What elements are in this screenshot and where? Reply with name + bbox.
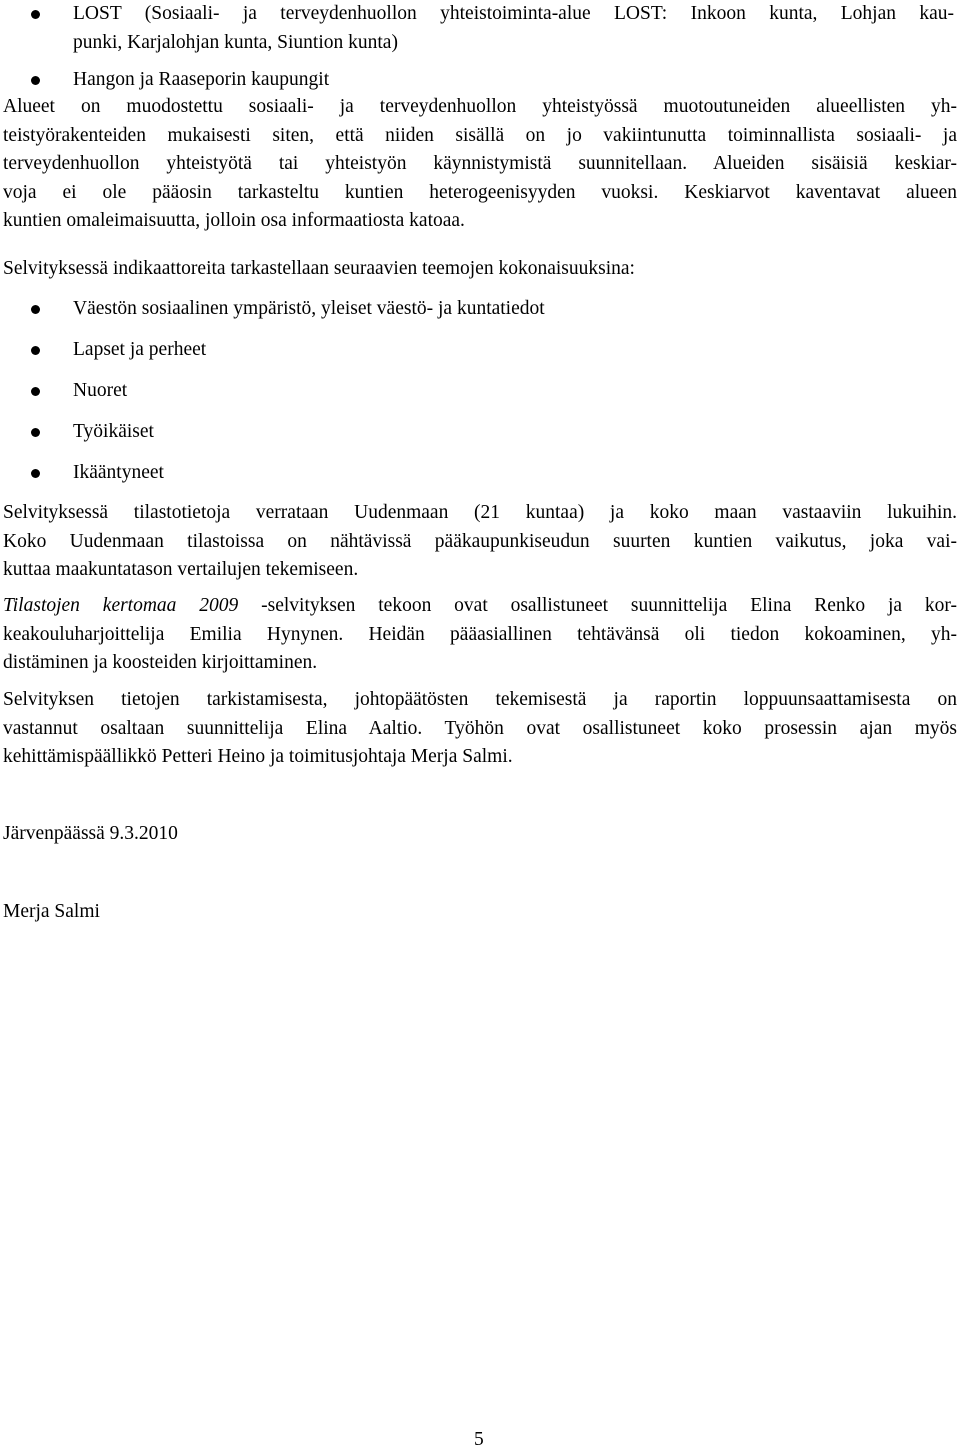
text-line bbox=[3, 592, 957, 621]
page-number: 5 bbox=[474, 1429, 484, 1450]
text-line: Selvityksessä tilastotietoja verrataan Uudenmaan (21 kuntaa) ja koko maan vastaaviin lukuihin. bbox=[3, 502, 957, 523]
bullet-icon bbox=[31, 10, 40, 19]
list-item-text: Väestön sosiaalinen ympäristö, yleiset väestö- ja kuntatiedot bbox=[73, 298, 545, 319]
text-line: vastannut osaltaan suunnittelija Elina Aaltio. Työhön ovat osallistuneet koko prosessin ajan myös bbox=[3, 717, 957, 739]
list-item bbox=[0, 295, 957, 323]
text-line: keakouluharjoittelija Emilia Hynynen. Heidän pääasiallinen tehtävänsä oli tiedon kokoaminen, yh- bbox=[3, 623, 957, 645]
text-fragment: -selvityksen tekoon ovat osallistuneet suunnittelija Elina Renko ja kor- bbox=[238, 595, 957, 616]
list-item-text: punki, Karjalohjan kunta, Siuntion kunta) bbox=[73, 31, 398, 53]
bullet-icon bbox=[31, 76, 40, 85]
list-item-text: Hangon ja Raaseporin kaupungit bbox=[73, 69, 330, 90]
place-date-text: Järvenpäässä 9.3.2010 bbox=[3, 823, 178, 844]
bullet-icon bbox=[31, 346, 40, 355]
text-line: kehittämispäällikkö Petteri Heino ja toimitusjohtaja Merja Salmi. bbox=[3, 746, 513, 767]
paragraph-responsibility bbox=[3, 686, 957, 772]
text-line: kuttaa maakuntatason vertailujen tekemiseen. bbox=[3, 559, 359, 580]
text-line: distäminen ja koosteiden kirjoittaminen. bbox=[3, 652, 318, 673]
list-item bbox=[0, 66, 957, 94]
list-item-text: Nuoret bbox=[73, 380, 128, 401]
place-date bbox=[3, 820, 957, 849]
text-line: Koko Uudenmaan tilastoissa on nähtävissä pääkaupunkiseudun suurten kuntien vaikutus, joka vai- bbox=[3, 530, 957, 552]
list-item-text: Työikäiset bbox=[73, 421, 154, 442]
paragraph-themes-intro bbox=[3, 255, 957, 284]
signer-name bbox=[3, 898, 957, 927]
text-line: kuntien omaleimaisuutta, jolloin osa informaatiosta katoaa. bbox=[3, 210, 465, 231]
paragraph-authors bbox=[3, 592, 957, 678]
paragraph-regions bbox=[3, 93, 957, 236]
list-item bbox=[0, 0, 957, 53]
report-title: Tilastojen kertomaa 2009 bbox=[3, 595, 239, 616]
list-item-text: LOST (Sosiaali- ja terveydenhuollon yhteistoiminta-alue LOST: Inkoon kunta, Lohjan kau- bbox=[73, 3, 954, 24]
list-item bbox=[0, 336, 957, 364]
text-line: Alueet on muodostettu sosiaali- ja terveydenhuollon yhteistyössä muotoutuneiden alueellisten yh- bbox=[3, 96, 957, 117]
paragraph-statistics bbox=[3, 499, 957, 585]
bullet-icon bbox=[31, 428, 40, 437]
text-line: Selvityksessä indikaattoreita tarkastellaan seuraavien teemojen kokonaisuuksina: bbox=[3, 258, 635, 279]
text-line: voja ei ole pääosin tarkasteltu kuntien heterogeenisyyden vuoksi. Keskiarvot kaventavat alueen bbox=[3, 181, 957, 203]
signer-text: Merja Salmi bbox=[3, 901, 100, 922]
bullet-icon bbox=[31, 469, 40, 478]
list-item bbox=[0, 418, 957, 446]
bullet-icon bbox=[31, 387, 40, 396]
list-item bbox=[0, 377, 957, 405]
text-line: teistyörakenteiden mukaisesti siten, että niiden sisällä on jo vakiintunutta toiminnallista sosiaali- ja bbox=[3, 124, 957, 146]
bullet-icon bbox=[31, 305, 40, 314]
list-item-text: Ikääntyneet bbox=[73, 462, 164, 483]
list-item-text: Lapset ja perheet bbox=[73, 339, 207, 360]
list-item bbox=[0, 459, 957, 487]
text-line: Selvityksen tietojen tarkistamisesta, johtopäätösten tekemisestä ja raportin loppuunsaattamisesta on bbox=[3, 689, 957, 710]
text-line: terveydenhuollon yhteistyötä tai yhteistyön käynnistymistä suunnitellaan. Alueiden sisäisiä keskiar- bbox=[3, 153, 957, 174]
